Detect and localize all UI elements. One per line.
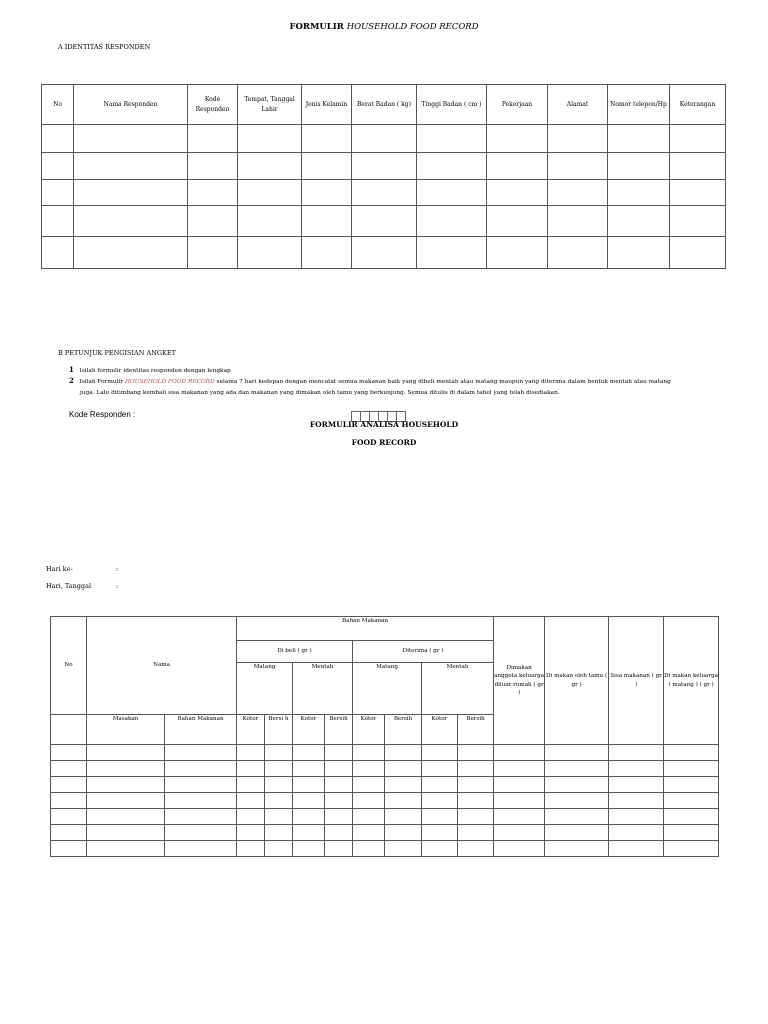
header-pekerjaan: Pekerjaan [487, 85, 548, 125]
header-masakan: Masakan [87, 715, 165, 745]
header-tempat-tanggal-lahir: Tempat, Tanggal Lahir [238, 85, 302, 125]
header-no: No [42, 85, 74, 125]
table-row [51, 761, 719, 777]
table-row [42, 180, 726, 206]
header-jenis-kelamin: Jenis Kelamin [302, 85, 352, 125]
instruction-item-2-continued: juga. Lalu ditimbang kembali sisa makanan yang ada dan makanan yang dimakan oleh tamu yang berkunjung. Semua ditulis di dalam tabel yang telah disediakan. [80, 390, 560, 396]
instruction-item-1: 1 Isilah formulir identitas responden dengan lengkap [69, 365, 231, 374]
header-diterima-matang: Matang [353, 663, 422, 715]
header-bersih: Bersi h [265, 715, 293, 745]
header-bahan-makanan-group: Bahan Makanan [237, 617, 494, 641]
food-record-analysis-table [50, 616, 719, 857]
header-kode-responden: Kode Responden [188, 85, 238, 125]
table-row [51, 777, 719, 793]
section-a-heading: A IDENTITAS RESPONDEN [58, 43, 151, 51]
table-row [51, 825, 719, 841]
header-bahan-makanan: Bahan Makanan [165, 715, 237, 745]
header-nama-responden: Nama Responden [74, 85, 188, 125]
table-header-row [42, 85, 726, 125]
hari-ke-colon: : [116, 565, 119, 573]
header-bersih: Bersih [325, 715, 353, 745]
form2-title-line2: FOOD RECORD [351, 438, 417, 447]
instruction-item-2: 2 Isilah Formulir HOUSEHOLD FOOD RECORD selama 7 hari kedepan dengan mencatat semua makanan baik yang dibeli mentah atau matang maupun yang diterima dalam bentuk mentah atau matang [69, 376, 671, 385]
table-row [42, 237, 726, 269]
header-diterima-mentah: Mentah [422, 663, 494, 715]
hari-tanggal-colon: : [116, 582, 119, 590]
table-row [42, 153, 726, 180]
header-tinggi-badan: Tinggi Badan ( cm ) [417, 85, 487, 125]
header-bersih: Bersih [385, 715, 422, 745]
respondent-identity-table [41, 84, 726, 269]
header-diterima: Diterima ( gr ) [353, 641, 494, 663]
header-kotor: Kotor [237, 715, 265, 745]
table-row [51, 793, 719, 809]
header-berat-badan: Berat Badan ( kg) [352, 85, 417, 125]
header-dibeli-mentah: Mentah [293, 663, 353, 715]
header-dimakan-anggota: Dimakan anggota keluarga diluar rumah ( gr ) [494, 617, 545, 745]
header-keterangan: Keterangan [670, 85, 726, 125]
header-bersih: Bersih [458, 715, 494, 745]
hari-tanggal-label: Hari, Tanggal [46, 582, 92, 590]
header-no: No [51, 617, 87, 715]
header-sisa-makanan: Sisa makanan ( gr ) [609, 617, 664, 745]
header-dimakan-keluarga: Di makan keluarga ( matang ) ( gr ) [664, 617, 719, 745]
header-dibeli-matang: Matang [237, 663, 293, 715]
header-dibeli: Di beli ( gr ) [237, 641, 353, 663]
header-kotor: Kotor [353, 715, 385, 745]
hari-ke-label: Hari ke- [46, 565, 73, 573]
header-dimakan-tamu: Di makan oleh tamu ( gr ) [545, 617, 609, 745]
header-nomor-telepon: Nomor telepon/Hp [608, 85, 670, 125]
table-row [51, 809, 719, 825]
form-title: FORMULIR HOUSEHOLD FOOD RECORD [289, 22, 479, 32]
table-row [51, 745, 719, 761]
header-nama: Nama [87, 617, 237, 715]
header-alamat: Alamat [548, 85, 608, 125]
table-row [42, 206, 726, 237]
header-kotor: Kotor [422, 715, 458, 745]
section-b-heading: B PETUNJUK PENGISIAN ANGKET [58, 349, 177, 357]
kode-responden-label: Kode Responden : [69, 410, 136, 419]
table-row [51, 841, 719, 857]
table-row [42, 125, 726, 153]
header-kotor: Kotor [293, 715, 325, 745]
form2-title-line1: FORMULIR ANALISA HOUSEHOLD [309, 420, 459, 429]
